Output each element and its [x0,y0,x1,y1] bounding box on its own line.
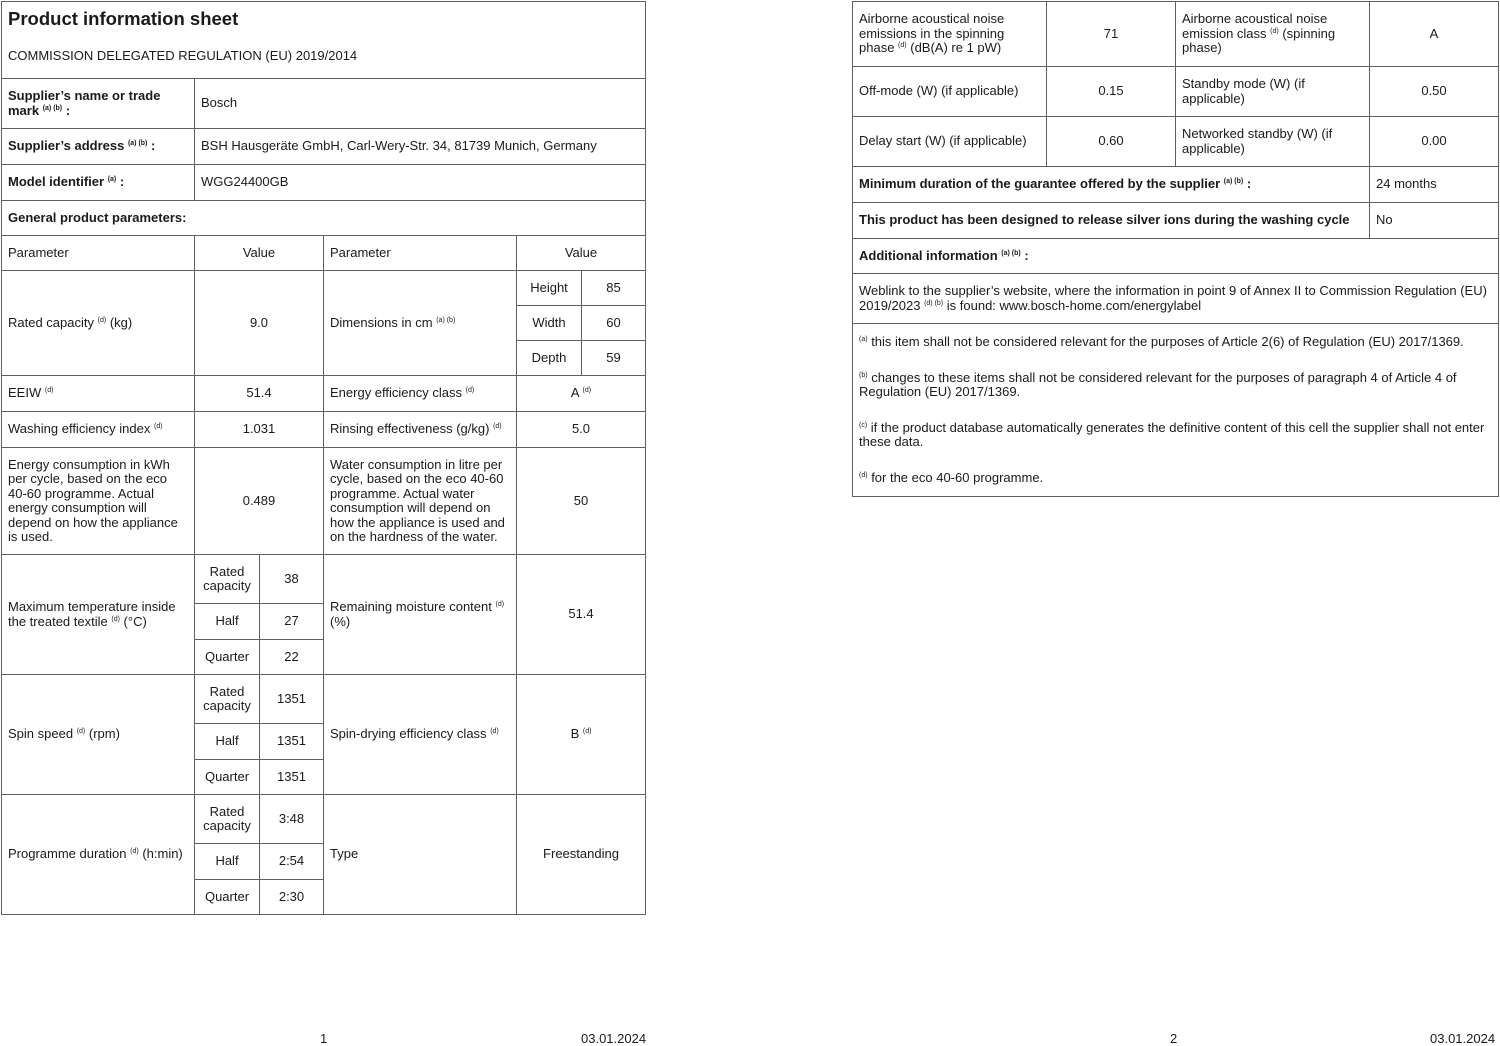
noise-emissions-label: Airborne acoustical noise emissions in the spinning phase $^{(d)}$ (dB(A) re 1 pW) [853,2,1047,67]
temp-quarter-value: 22 [260,640,324,675]
guarantee-label: Minimum duration of the guarantee offered by the supplier $^{(a) (b)}$ : [853,167,1370,203]
duration-rated-label: Rated capacity [195,795,260,844]
supplier-name-label-cell: Supplier’s name or trade mark $^{(a) (b)}$ : [2,79,195,129]
model-identifier-value: WGG24400GB [195,165,646,201]
additional-info-label: Additional information $^{(a) (b)}$ : [853,239,1499,274]
energy-class-value: A $^{(d)}$ [517,376,646,412]
standby-value: 0.50 [1370,67,1499,117]
delay-start-label: Delay start (W) (if applicable) [853,117,1047,167]
spin-rated-value: 1351 [260,675,324,724]
temp-rated-value: 38 [260,555,324,604]
supplier-address-value: BSH Hausgeräte GmbH, Carl-Wery-Str. 34, 81739 Munich, Germany [195,129,646,165]
value-header: Value [517,236,646,271]
type-label: Type [324,795,517,915]
duration-half-value: 2:54 [260,844,324,880]
dimension-width-value: 60 [582,306,646,341]
rinsing-value: 5.0 [517,412,646,448]
sheet-header-cell [2,2,646,79]
moisture-label: Remaining moisture content $^{(d)}$ (%) [324,555,517,675]
duration-half-label: Half [195,844,260,880]
spin-quarter-label: Quarter [195,760,260,795]
eeiw-value: 51.4 [195,376,324,412]
page-title: Product information sheet [8,8,239,29]
spin-speed-label: Spin speed $^{(d)}$ (rpm) [2,675,195,795]
type-value: Freestanding [517,795,646,915]
temp-rated-label: Rated capacity [195,555,260,604]
parameter-header: Parameter [324,236,517,271]
noise-class-value: A [1370,2,1499,67]
noise-class-label: Airborne acoustical noise emission class $^{(d)}$ (spinning phase) [1176,2,1370,67]
supplier-name-value: Bosch [195,79,646,129]
silver-ions-value: No [1370,203,1499,239]
page-number: 1 [320,1031,328,1046]
spin-class-label: Spin-drying efficiency class $^{(d)}$ [324,675,517,795]
page-date: 03.01.2024 [581,1031,647,1046]
dimensions-label: Dimensions in cm $^{(a) (b)}$ [324,271,517,376]
dimension-height-value: 85 [582,271,646,306]
product-info-table [1,1,646,915]
temp-half-value: 27 [260,604,324,640]
eeiw-label: EEIW $^{(d)}$ [2,376,195,412]
model-identifier-label-cell: Model identifier $^{(a)}$ : [2,165,195,201]
value-header: Value [195,236,324,271]
dimension-depth-label: Depth [517,341,582,376]
footnote-d: $^{(d)}$ for the eco 40-60 programme. [859,469,1044,485]
dimension-height-label: Height [517,271,582,306]
energy-consumption-label: Energy consumption in kWh per cycle, based on the eco 40-60 programme. Actual energy consumption will depend on how the appliance is used. [2,448,195,555]
energy-consumption-value: 0.489 [195,448,324,555]
footnote-b: $^{(b)}$ changes to these items shall not be considered relevant for the purposes of paragraph 4 of Article 4 of Regulation (EU) 2017/1369. [859,369,1457,399]
rinsing-label: Rinsing effectiveness (g/kg) $^{(d)}$ [324,412,517,448]
dimension-depth-value: 59 [582,341,646,376]
dimension-width-label: Width [517,306,582,341]
supplier-address-label-cell: Supplier’s address $^{(a) (b)}$ : [2,129,195,165]
delay-start-value: 0.60 [1047,117,1176,167]
off-mode-label: Off-mode (W) (if applicable) [853,67,1047,117]
spin-half-value: 1351 [260,724,324,760]
weblink-text: is found: www.bosch-home.com/energylabel [946,297,1202,313]
rated-capacity-label: Rated capacity $^{(d)}$ (kg) [2,271,195,376]
duration-quarter-label: Quarter [195,880,260,915]
standby-label: Standby mode (W) (if applicable) [1176,67,1370,117]
spin-class-value: B $^{(d)}$ [517,675,646,795]
page-date: 03.01.2024 [1430,1031,1496,1046]
page-number: 2 [1170,1031,1178,1046]
footnote-c: $^{(c)}$ if the product database automatically generates the definitive content of this cell the supplier shall not enter these data. [859,419,1485,449]
washing-index-value: 1.031 [195,412,324,448]
temp-quarter-label: Quarter [195,640,260,675]
moisture-value: 51.4 [517,555,646,675]
washing-index-label: Washing efficiency index $^{(d)}$ [2,412,195,448]
spin-quarter-value: 1351 [260,760,324,795]
weblink-cell: Weblink to the supplier’s website, where the information in point 9 of Annex II to Commission Regulation (EU) 2019/2023 $^{(d) (b)}$ is found: www.bosch-home.com/energylabel [853,274,1499,324]
parameter-header: Parameter [2,236,195,271]
temp-half-label: Half [195,604,260,640]
off-mode-value: 0.15 [1047,67,1176,117]
silver-ions-label: This product has been designed to release silver ions during the washing cycle [853,203,1370,239]
footnote-a: $^{(a)}$ this item shall not be considered relevant for the purposes of Article 2(6) of Regulation (EU) 2017/1369. [859,334,1464,349]
spin-rated-label: Rated capacity [195,675,260,724]
noise-emissions-value: 71 [1047,2,1176,67]
energy-class-label: Energy efficiency class $^{(d)}$ [324,376,517,412]
duration-rated-value: 3:48 [260,795,324,844]
networked-standby-label: Networked standby (W) (if applicable) [1176,117,1370,167]
rated-capacity-value: 9.0 [195,271,324,376]
general-parameters-heading: General product parameters: [2,201,646,236]
guarantee-value: 24 months [1370,167,1499,203]
footnotes-cell [853,324,1499,497]
max-temperature-label: Maximum temperature inside the treated textile $^{(d)}$ (°C) [2,555,195,675]
regulation-reference: COMMISSION DELEGATED REGULATION (EU) 2019/2014 [8,47,358,63]
spin-half-label: Half [195,724,260,760]
networked-standby-value: 0.00 [1370,117,1499,167]
product-info-table-continued [852,1,1499,497]
programme-duration-label: Programme duration $^{(d)}$ (h:min) [2,795,195,915]
water-consumption-label: Water consumption in litre per cycle, based on the eco 40-60 programme. Actual water consumption will depend on how the appliance is used and on the hardness of the water. [324,448,517,555]
water-consumption-value: 50 [517,448,646,555]
duration-quarter-value: 2:30 [260,880,324,915]
